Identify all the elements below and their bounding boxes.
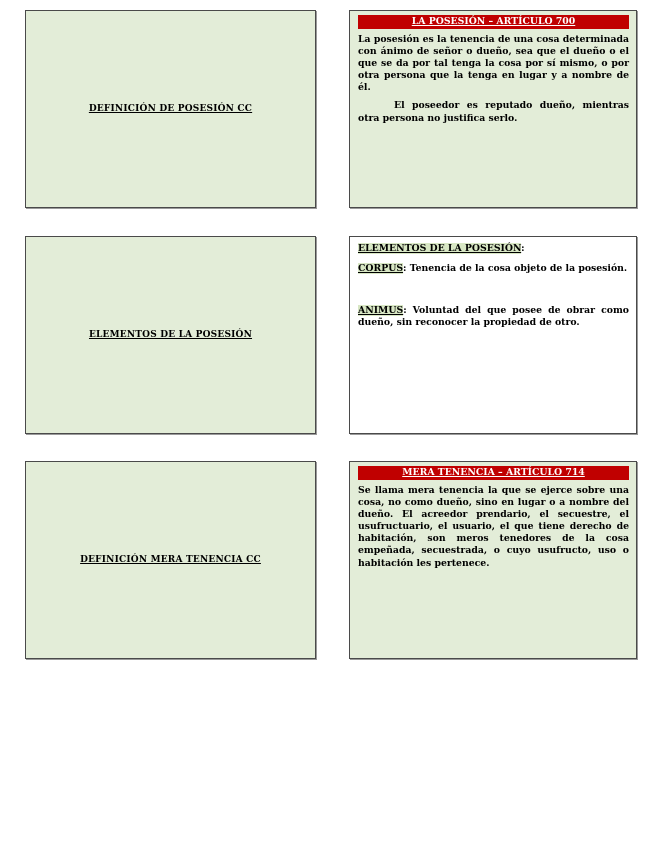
- corpus-term: CORPUS: [358, 263, 404, 274]
- corpus-definition: : Tenencia de la cosa objeto de la posesión.: [403, 263, 628, 274]
- slide-2-corpus: [358, 263, 629, 275]
- slide-2-heading-colon: :: [521, 243, 525, 254]
- slide-3-front-title: DEFINICIÓN MERA TENENCIA CC: [80, 555, 261, 565]
- slide-3-paragraph-1: Se llama mera tenencia la que se ejerce sobre una cosa, no como dueño, sino en lugar o a nombre del dueño. El acreedor prendario, el secuestre, el usufructuario, el usuario, el que tiene derecho de habitación, son meros tenedores de la cosa empeñada, secuestrada, o cuyo usufructo, uso o habitación les pertenece.: [358, 485, 629, 569]
- slide-2-front-title: ELEMENTOS DE LA POSESIÓN: [88, 330, 253, 340]
- slide-2-animus: [358, 305, 629, 329]
- slide-3-front: [25, 461, 316, 659]
- slide-2-heading-text: ELEMENTOS DE LA POSESIÓN: [358, 243, 522, 254]
- slide-2-heading: [358, 243, 629, 255]
- slide-2-front: [25, 236, 316, 434]
- animus-definition: : Voluntad del que posee de obrar como dueño, sin reconocer la propiedad de otro.: [358, 305, 629, 329]
- slide-3-back: [349, 461, 637, 659]
- slide-1-banner: LA POSESIÓN – ARTÍCULO 700: [358, 15, 629, 29]
- animus-term: ANIMUS: [358, 305, 404, 317]
- slide-3-banner: MERA TENENCIA – ARTÍCULO 714: [358, 466, 629, 480]
- slide-2-back: [349, 236, 637, 434]
- slide-1-paragraph-1: La posesión es la tenencia de una cosa determinada con ánimo de señor o dueño, sea que el dueño o el que se da por tal tenga la cosa por sí mismo, o por otra persona que la tenga en lugar y a nombre de él.: [358, 34, 629, 94]
- slide-1-front-title: DEFINICIÓN DE POSESIÓN CC: [88, 104, 253, 114]
- slide-1-back: [349, 10, 637, 208]
- slide-1-front: [25, 10, 316, 208]
- slide-1-paragraph-2: El poseedor es reputado dueño, mientras otra persona no justifica serlo.: [358, 100, 629, 124]
